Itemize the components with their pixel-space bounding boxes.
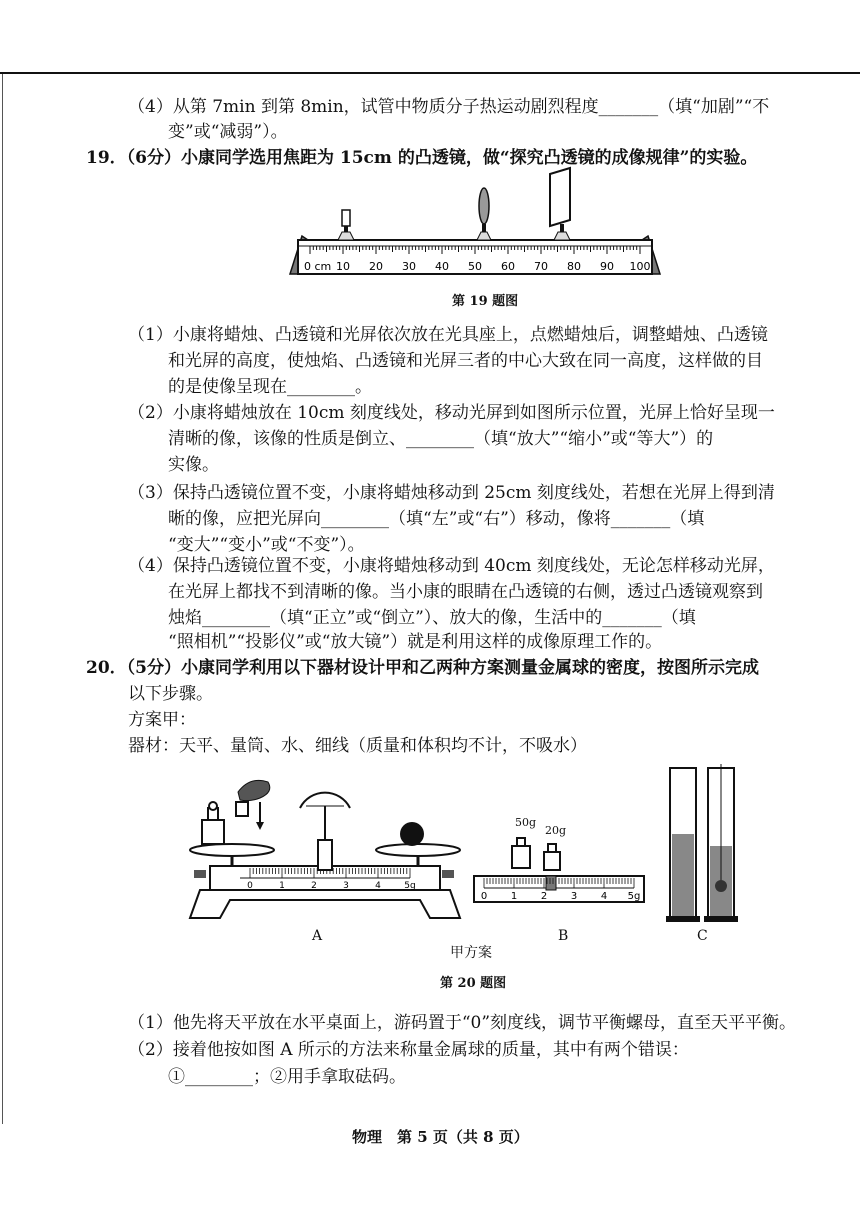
ruler-label: 100	[629, 260, 651, 273]
candle	[338, 210, 354, 240]
q18-part4-line1: （4）从第 7min 到第 8min，试管中物质分子热运动剧烈程度_______（填“加剧”“不	[128, 97, 770, 117]
scale-b-label: 1	[510, 891, 518, 902]
q20-title-line2: 以下步骤。	[128, 684, 213, 704]
beam-scale-label: 2	[311, 881, 317, 891]
q20-title-line1: 20．（5分）小康同学利用以下器材设计甲和乙两种方案测量金属球的密度，按图所示完成	[86, 658, 759, 678]
label-b: B	[558, 928, 569, 944]
ruler-label: 50	[468, 260, 482, 273]
ruler-label: 90	[600, 260, 614, 273]
convex-lens	[477, 188, 491, 240]
q20-equipment: 器材：天平、量筒、水、细线（质量和体积均不计，不吸水）	[128, 736, 587, 756]
q20-step1: （1）他先将天平放在水平桌面上，游码置于“0”刻度线，调节平衡螺母，直至天平平衡。	[128, 1013, 797, 1033]
q19-p1-line2: 和光屏的高度，使烛焰、凸透镜和光屏三者的中心大致在同一高度，这样做的目	[168, 351, 763, 371]
label-a: A	[312, 928, 323, 944]
beam-scale-label: 0	[247, 881, 253, 891]
beam-scale-label: 1	[279, 881, 285, 891]
ruler-label: 10	[336, 260, 350, 273]
ruler-label: 20	[369, 260, 383, 273]
optical-bench-figure	[280, 168, 670, 280]
q19-p3-line2: 晰的像，应把光屏向________（填“左”或“右”）移动，像将_______（填	[168, 509, 705, 529]
q18-part4-line2: 变”或“减弱”）。	[168, 122, 288, 142]
plan-caption: 甲方案	[450, 945, 492, 961]
ruler-label: 30	[402, 260, 416, 273]
q19-figure-caption: 第 19 题图	[452, 294, 519, 309]
ruler-label: 70	[534, 260, 548, 273]
beam-scale-label: 3	[343, 881, 349, 891]
q20-step2-line2: ①________；②用手拿取砝码。	[168, 1067, 406, 1087]
q19-p3-line3: “变大”“变小”或“不变”）。	[168, 535, 365, 555]
ruler-label: 40	[435, 260, 449, 273]
q20-step2-line1: （2）接着他按如图 A 所示的方法来称量金属球的质量，其中有两个错误：	[128, 1040, 689, 1060]
q19-p2-line3: 实像。	[168, 455, 219, 475]
scale-b-label: 0	[480, 891, 488, 902]
q19-p2-line2: 清晰的像，该像的性质是倒立、________（填“放大”“缩小”或“等大”）的	[168, 429, 714, 449]
light-screen	[550, 168, 570, 240]
weight-20g-label: 20g	[545, 824, 567, 837]
cylinders-figure-c	[664, 762, 744, 926]
weight-50g-label: 50g	[515, 816, 537, 829]
q19-p1-line3: 的是使像呈现在________。	[168, 377, 372, 397]
q19-p1-line1: （1）小康将蜡烛、凸透镜和光屏依次放在光具座上，点燃蜡烛后，调整蜡烛、凸透镜	[128, 325, 768, 345]
q19-title: 19．（6分）小康同学选用焦距为 15cm 的凸透镜，做“探究凸透镜的成像规律”的实验。	[86, 148, 758, 168]
ruler-label: 80	[567, 260, 581, 273]
page-footer: 物理 第 5 页（共 8 页）	[352, 1128, 529, 1146]
label-c: C	[697, 928, 708, 944]
left-border	[2, 74, 3, 1124]
ruler-label: 60	[501, 260, 515, 273]
q19-p4-line1: （4）保持凸透镜位置不变，小康将蜡烛移动到 40cm 刻度线处，无论怎样移动光屏，	[128, 556, 775, 576]
balance-figure-a	[180, 768, 470, 928]
scale-b-label: 3	[570, 891, 578, 902]
scale-b-label: 2	[540, 891, 548, 902]
q19-p4-line3: 烛焰________（填“正立”或“倒立”）、放大的像，生活中的_______（填	[168, 608, 696, 628]
ruler-label: 0 cm	[304, 260, 332, 273]
beam-scale-label: 5g	[404, 881, 416, 891]
beam-scale-label: 4	[375, 881, 381, 891]
q19-p4-line4: “照相机”“投影仪”或“放大镜”）就是利用这样的成像原理工作的。	[168, 632, 663, 652]
q19-p3-line1: （3）保持凸透镜位置不变，小康将蜡烛移动到 25cm 刻度线处，若想在光屏上得到清	[128, 483, 775, 503]
scale-b-label: 5g	[627, 891, 641, 902]
q20-plan-label: 方案甲：	[128, 710, 196, 730]
q20-figure-caption: 第 20 题图	[440, 976, 507, 991]
scale-b-label: 4	[600, 891, 608, 902]
q19-p2-line1: （2）小康将蜡烛放在 10cm 刻度线处，移动光屏到如图所示位置，光屏上恰好呈现一	[128, 403, 775, 423]
q19-p4-line2: 在光屏上都找不到清晰的像。当小康的眼睛在凸透镜的右侧，透过凸透镜观察到	[168, 582, 763, 602]
top-border	[0, 72, 860, 74]
